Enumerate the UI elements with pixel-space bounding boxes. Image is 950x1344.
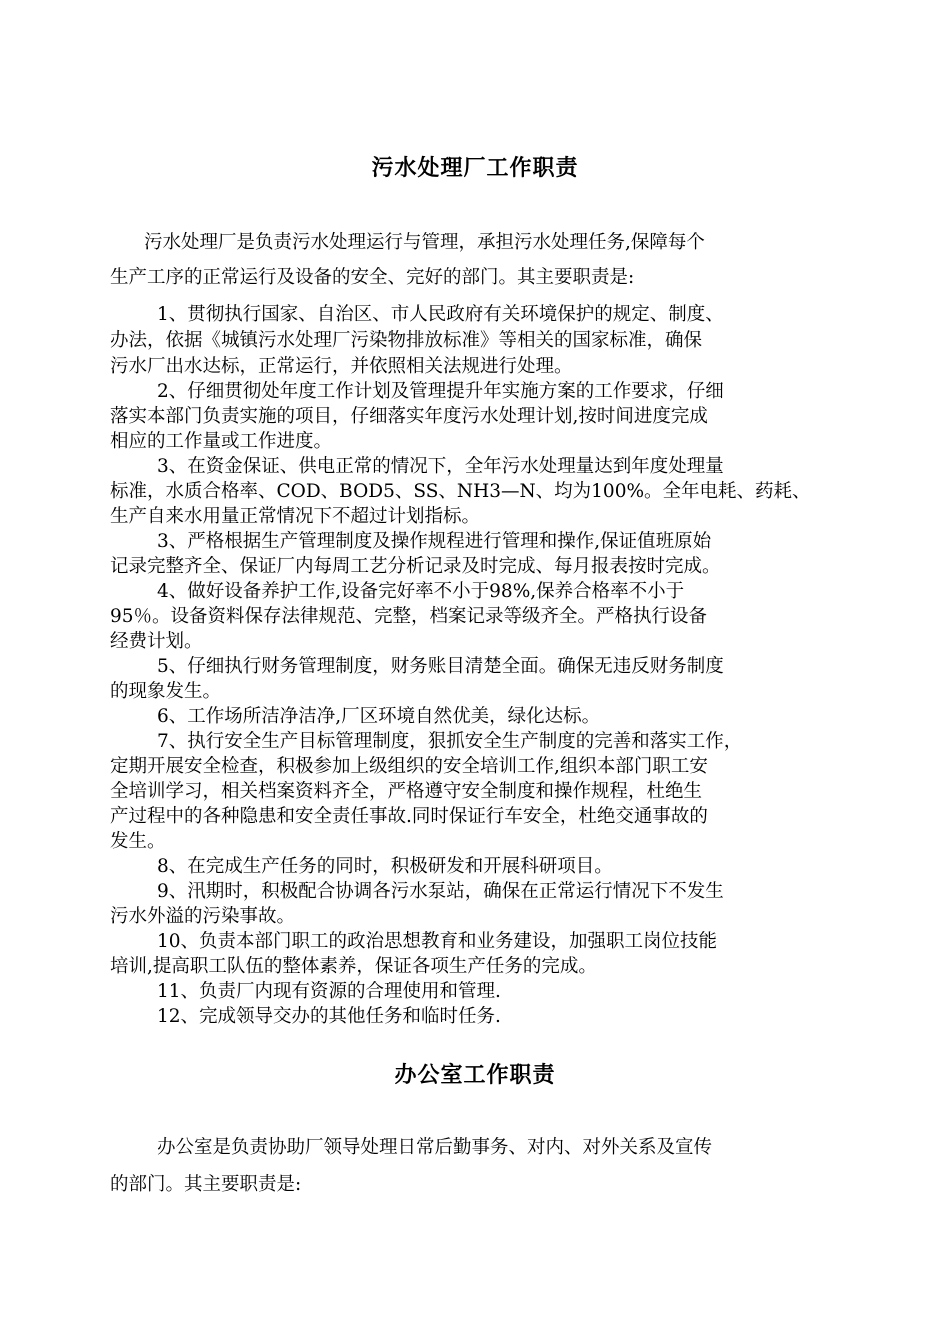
item-line: 相应的工作量或工作进度。 <box>110 431 333 452</box>
item-line: 9、汛期时，积极配合协调各污水泵站，确保在正常运行情况下不发生 <box>157 881 724 902</box>
item-line: 培训,提高职工队伍的整体素养，保证各项生产任务的完成。 <box>110 956 597 977</box>
intro-line: 污水处理厂是负责污水处理运行与管理，承担污水处理任务,保障每个 <box>144 232 705 253</box>
item-line: 产过程中的各种隐患和安全责任事故.同时保证行车安全，杜绝交通事故的 <box>110 806 708 827</box>
item-line: 7、执行安全生产目标管理制度，狠抓安全生产制度的完善和落实工作， <box>157 731 743 752</box>
item-line: 8、在完成生产任务的同时，积极研发和开展科研项目。 <box>157 856 613 877</box>
item-line: 发生。 <box>110 831 166 852</box>
item-line: 10、负责本部门职工的政治思想教育和业务建设，加强职工岗位技能 <box>157 931 718 952</box>
item-line: 污水厂出水达标，正常运行，并依照相关法规进行处理。 <box>110 356 573 377</box>
item-line: 95％。设备资料保存法律规范、完整，档案记录等级齐全。严格执行设备 <box>110 606 708 627</box>
item-line: 5、仔细执行财务管理制度，财务账目清楚全面。确保无违反财务制度 <box>157 656 724 677</box>
item-line: 4、做好设备养护工作,设备完好率不小于98%,保养合格率不小于 <box>157 581 685 602</box>
section-title-wastewater-plant: 污水处理厂工作职责 <box>371 155 579 181</box>
item-line: 经费计划。 <box>110 631 203 652</box>
item-line: 的现象发生。 <box>110 681 222 702</box>
item-line: 全培训学习，相关档案资料齐全，严格遵守安全制度和操作规程，杜绝生 <box>110 781 703 802</box>
item-line: 12、完成领导交办的其他任务和临时任务. <box>157 1006 501 1027</box>
intro-line: 办公室是负责协助厂领导处理日常后勤事务、对内、对外关系及宣传 <box>157 1137 713 1158</box>
item-line: 标准，水质合格率、COD、BOD5、SS、NH3—N、均为100%。全年电耗、药耗、 <box>110 481 811 502</box>
item-line: 生产自来水用量正常情况下不超过计划指标。 <box>110 506 481 527</box>
item-line: 11、负责厂内现有资源的合理使用和管理. <box>157 981 501 1002</box>
item-line: 污水外溢的污染事故。 <box>110 906 296 927</box>
item-line: 3、在资金保证、供电正常的情况下，全年污水处理量达到年度处理量 <box>157 456 724 477</box>
intro-line: 生产工序的正常运行及设备的安全、完好的部门。其主要职责是: <box>110 267 635 288</box>
item-line: 3、严格根据生产管理制度及操作规程进行管理和操作,保证值班原始 <box>157 531 712 552</box>
item-line: 2、仔细贯彻处年度工作计划及管理提升年实施方案的工作要求，仔细 <box>157 381 724 402</box>
item-line: 记录完整齐全、保证厂内每周工艺分析记录及时完成、每月报表按时完成。 <box>110 556 721 577</box>
item-line: 落实本部门负责实施的项目，仔细落实年度污水处理计划,按时间进度完成 <box>110 406 708 427</box>
item-line: 定期开展安全检查，积极参加上级组织的安全培训工作,组织本部门职工安 <box>110 756 708 777</box>
item-line: 办法，依据《城镇污水处理厂污染物排放标准》等相关的国家标准，确保 <box>110 330 703 351</box>
item-line: 1、贯彻执行国家、自治区、市人民政府有关环境保护的规定、制度、 <box>157 304 724 325</box>
item-line: 6、工作场所洁净洁净,厂区环境自然优美，绿化达标。 <box>157 706 601 727</box>
section-title-office: 办公室工作职责 <box>394 1062 556 1088</box>
intro-line: 的部门。其主要职责是: <box>110 1174 302 1195</box>
